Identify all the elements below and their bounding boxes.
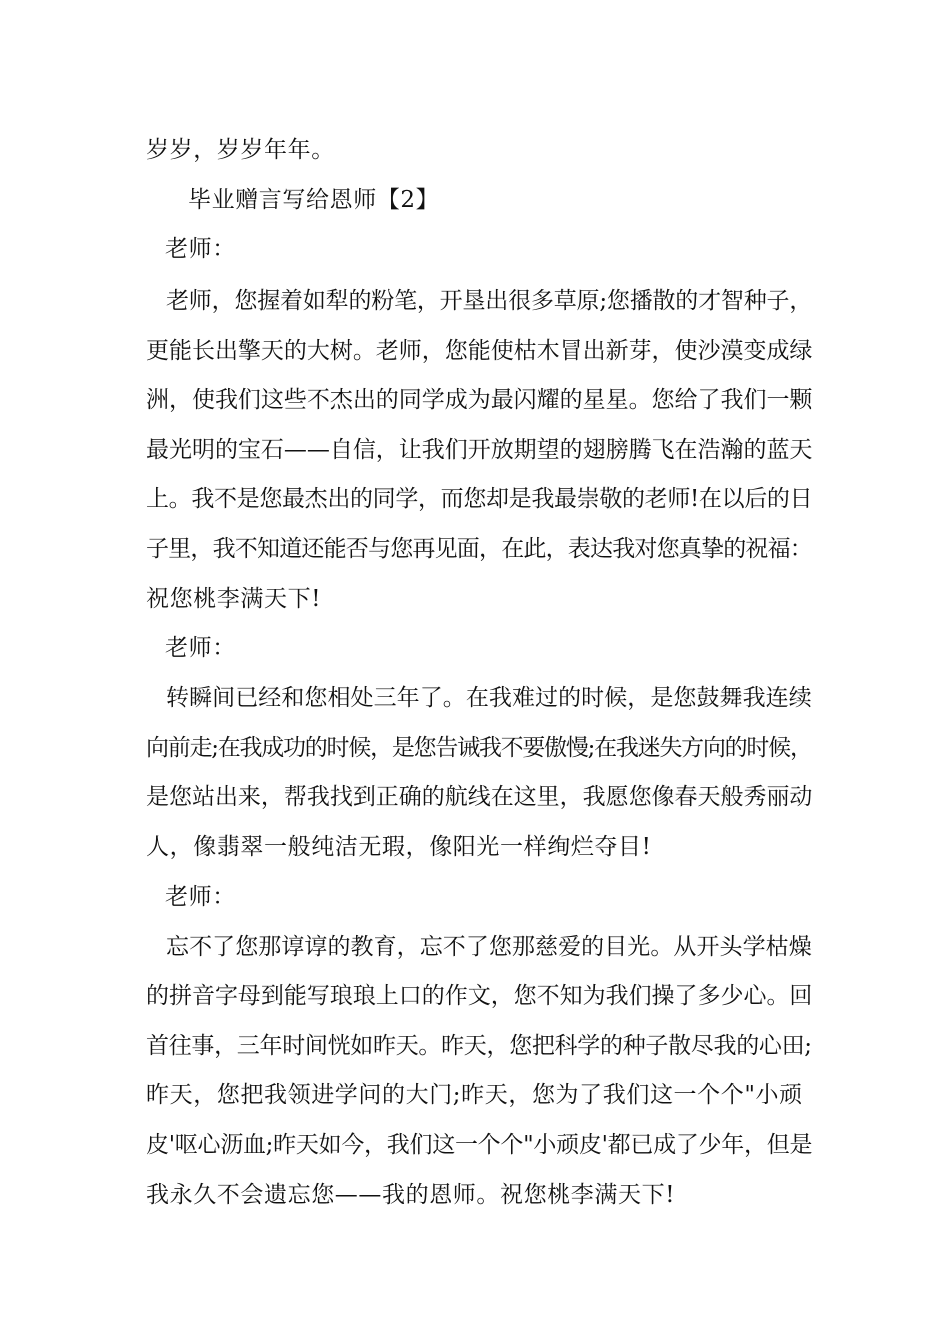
section-heading: 毕业赠言写给恩师【2】: [188, 187, 440, 213]
text-line: 皮'呕心沥血;昨天如今，我们这一个个"小顽皮'都已成了少年，但是: [146, 1132, 813, 1158]
text-line: 最光明的宝石——自信，让我们开放期望的翅膀腾飞在浩瀚的蓝天: [146, 437, 813, 463]
text-line: 向前走;在我成功的时候，是您告诫我不要傲慢;在我迷失方向的时候，: [146, 735, 812, 761]
text-line: 首往事，三年时间恍如昨天。昨天，您把科学的种子散尽我的心田;: [146, 1033, 812, 1059]
salutation: 老师：: [165, 884, 236, 910]
text-line: 忘不了您那谆谆的教育，忘不了您那慈爱的目光。从开头学枯燥: [166, 934, 812, 960]
text-line: 转瞬间已经和您相处三年了。在我难过的时候，是您鼓舞我连续: [166, 685, 812, 711]
text-line: 祝您桃李满天下!: [146, 586, 322, 612]
text-line: 洲，使我们这些不杰出的同学成为最闪耀的星星。您给了我们一颗: [146, 387, 813, 413]
text-line: 人，像翡翠一般纯洁无瑕，像阳光一样绚烂夺目!: [146, 834, 652, 860]
text-line: 昨天，您把我领进学问的大门;昨天，您为了我们这一个个"小顽: [146, 1082, 803, 1108]
text-line: 上。我不是您最杰出的同学，而您却是我最崇敬的老师!在以后的日: [146, 486, 813, 512]
text-line: 更能长出擎天的大树。老师，您能使枯木冒出新芽，使沙漠变成绿: [146, 338, 813, 364]
text-line: 老师，您握着如犁的粉笔，开垦出很多草原;您播散的才智种子，: [166, 288, 813, 314]
salutation: 老师：: [165, 236, 236, 262]
salutation: 老师：: [165, 635, 236, 661]
text-line: 我永久不会遗忘您——我的恩师。祝您桃李满天下!: [146, 1182, 676, 1208]
text-line: 岁岁，岁岁年年。: [146, 137, 335, 163]
text-line: 的拼音字母到能写琅琅上口的作文，您不知为我们操了多少心。回: [146, 983, 813, 1009]
text-line: 是您站出来，帮我找到正确的航线在这里，我愿您像春天般秀丽动: [146, 784, 813, 810]
text-line: 子里，我不知道还能否与您再见面，在此，表达我对您真挚的祝福：: [146, 536, 813, 562]
